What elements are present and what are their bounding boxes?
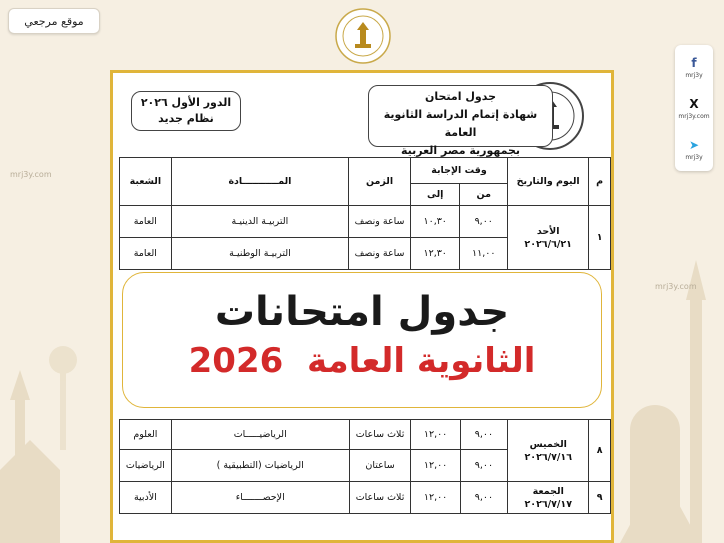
row-to: ١٠,٣٠: [410, 206, 460, 238]
col-subject-header: المـــــــــــادة: [171, 158, 349, 206]
headline-banner: [122, 272, 602, 408]
row-duration: ساعة ونصف: [349, 206, 411, 238]
row-from: ١١,٠٠: [460, 238, 508, 270]
x-handle: mrj3y.com: [678, 112, 710, 120]
round-line: نظام جديد: [158, 112, 214, 125]
facebook-handle: mrj3y: [685, 72, 703, 80]
day-name: الأحد: [536, 225, 560, 237]
row-subject: الرياضيـــــات: [171, 420, 349, 450]
row-num: ٩: [589, 482, 611, 514]
banner-subtitle: [123, 337, 601, 385]
row-num: ٨: [589, 420, 611, 482]
row-subject: الرياضيات (التطبيقية ): [171, 450, 349, 482]
facebook-link[interactable]: [685, 55, 702, 79]
row-duration: ثلاث ساعات: [349, 482, 411, 514]
row-day: [508, 206, 589, 270]
table-row: [120, 482, 611, 514]
row-from: ٩,٠٠: [460, 420, 507, 450]
row-duration: ساعتان: [349, 450, 411, 482]
schedule-table-top: [119, 157, 611, 270]
day-name: الخميس: [529, 438, 567, 450]
telegram-link[interactable]: [685, 137, 702, 161]
row-branch: العلوم: [120, 420, 172, 450]
telegram-icon: ➤: [688, 137, 700, 152]
x-icon: X: [689, 96, 699, 111]
exam-title-box: [368, 85, 553, 157]
social-bar: [675, 45, 713, 171]
row-duration: ساعة ونصف: [349, 238, 411, 270]
schedule-table-bottom: [119, 419, 611, 514]
ministry-seal-icon: [335, 8, 391, 64]
day-date: ٢٠٢٦/٦/٢١: [524, 238, 572, 250]
day-date: ٢٠٢٦/٧/١٦: [524, 451, 572, 463]
col-to-header: إلى: [410, 184, 460, 206]
row-branch: الأدبية: [120, 482, 172, 514]
day-name: الجمعة: [532, 485, 564, 497]
title-line: شهادة إتمام الدراسة الثانوية العامة: [383, 108, 538, 139]
col-duration-header: الزمن: [349, 158, 411, 206]
watermark: mrj3y.com: [655, 282, 697, 291]
col-branch-header: الشعبة: [120, 158, 172, 206]
row-day: [508, 482, 589, 514]
row-to: ١٢,٠٠: [411, 450, 460, 482]
row-num: ١: [589, 206, 611, 270]
site-badge[interactable]: [8, 8, 100, 34]
table-row: [120, 420, 611, 450]
row-from: ٩,٠٠: [460, 206, 508, 238]
row-to: ١٢,٣٠: [410, 238, 460, 270]
row-duration: ثلاث ساعات: [349, 420, 411, 450]
site-badge-label: موقع مرجعي: [24, 14, 84, 28]
row-from: ٩,٠٠: [460, 482, 507, 514]
banner-year: 2026: [188, 341, 284, 381]
row-branch: العامة: [120, 206, 172, 238]
row-subject: الإحصـــــــاء: [171, 482, 349, 514]
row-subject: التربيـة الدينيـة: [171, 206, 349, 238]
telegram-handle: mrj3y: [685, 153, 703, 161]
title-line: جدول امتحان: [424, 90, 496, 103]
row-from: ٩,٠٠: [460, 450, 507, 482]
table-row: [120, 206, 611, 238]
col-from-header: من: [460, 184, 508, 206]
col-day-header: اليوم والتاريخ: [508, 158, 589, 206]
watermark: mrj3y.com: [10, 170, 52, 179]
round-box: [131, 91, 241, 131]
row-branch: العامة: [120, 238, 172, 270]
row-branch: الرياضيات: [120, 450, 172, 482]
row-to: ١٢,٠٠: [411, 420, 460, 450]
row-to: ١٢,٠٠: [411, 482, 460, 514]
facebook-icon: f: [691, 56, 697, 71]
row-day: [508, 420, 589, 482]
x-link[interactable]: [678, 96, 709, 120]
banner-title: جدول امتحانات: [214, 289, 510, 335]
banner-subtitle-text: الثانوية العامة: [306, 341, 536, 381]
col-time-header: وقت الإجابة: [410, 158, 507, 184]
row-subject: التربيـة الوطنيـة: [171, 238, 349, 270]
title-line: بجمهورية مصر العربية: [400, 144, 521, 157]
round-line: الدور الأول ٢٠٢٦: [140, 96, 232, 109]
day-date: ٢٠٢٦/٧/١٧: [524, 498, 572, 510]
col-num-header: م: [589, 158, 611, 206]
